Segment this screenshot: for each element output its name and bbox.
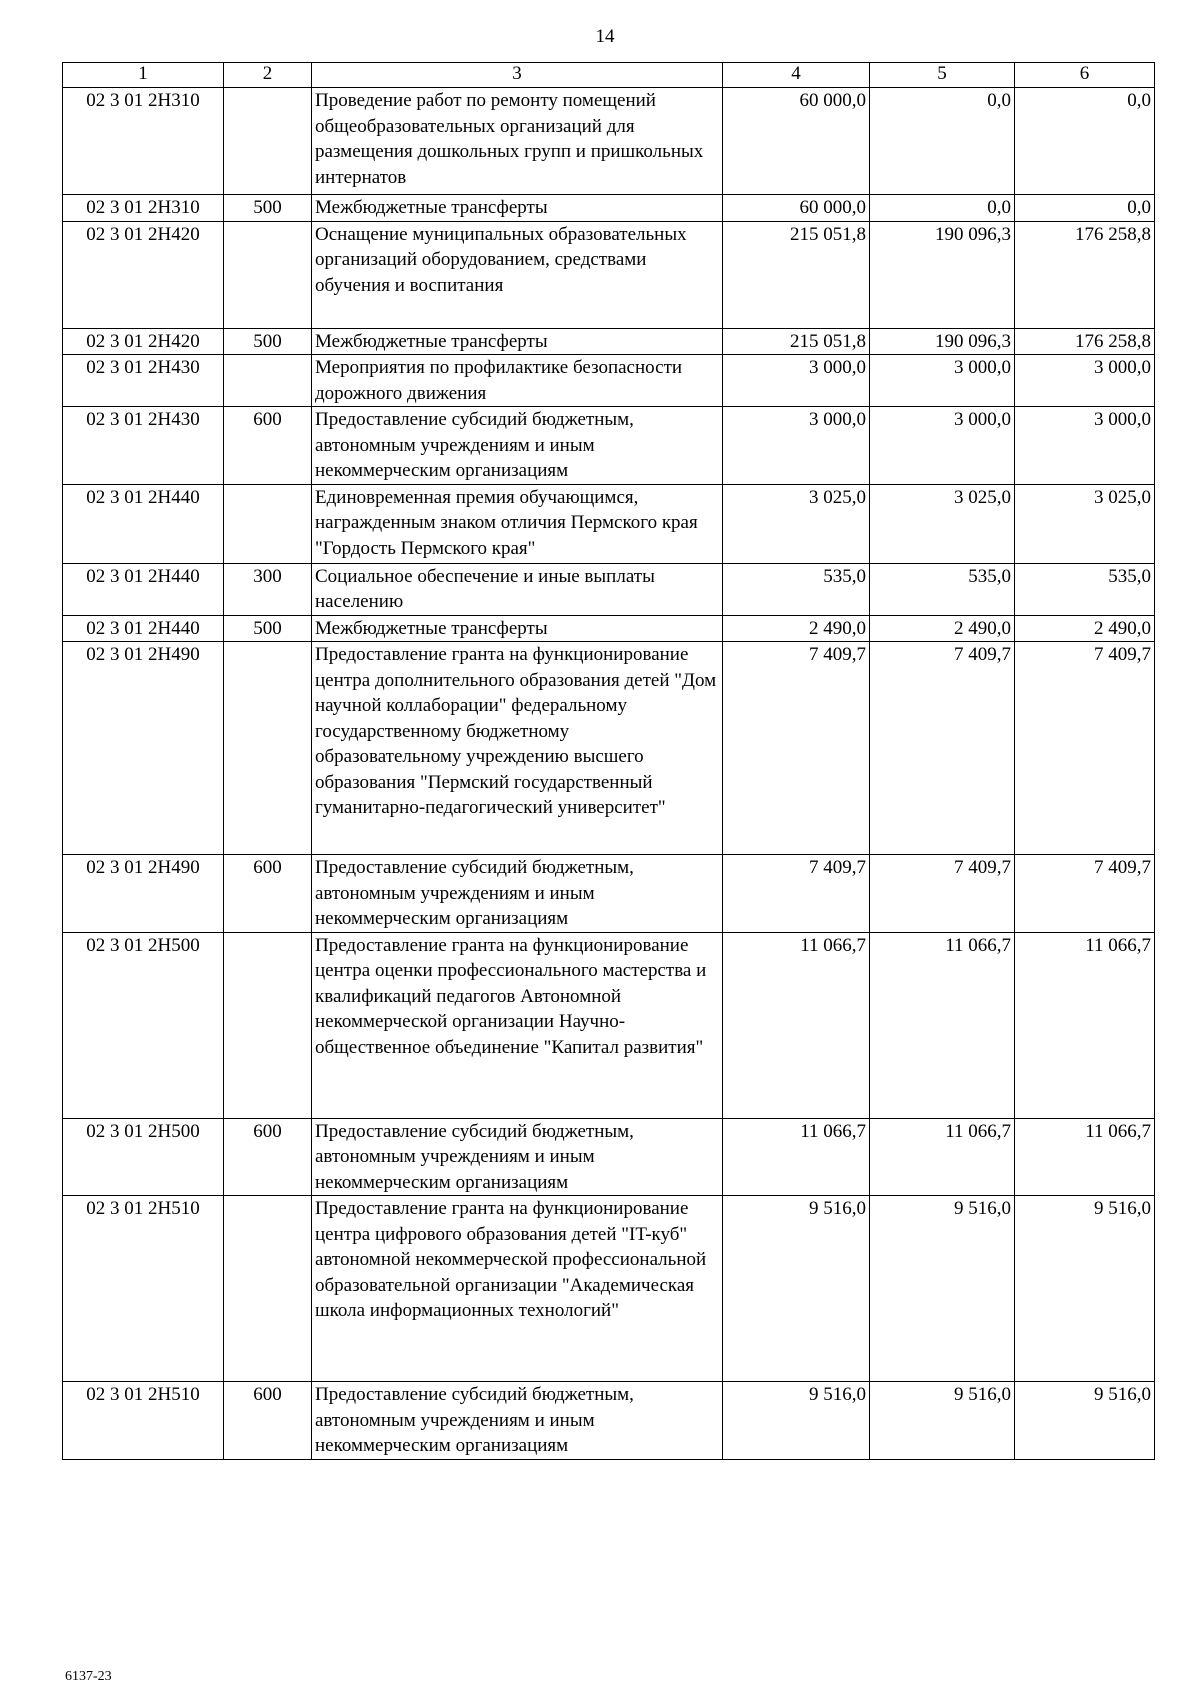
amount-year2-cell: 190 096,3	[870, 221, 1015, 328]
amount-year1-cell: 3 025,0	[723, 484, 870, 563]
amount-year3-cell: 11 066,7	[1015, 932, 1155, 1118]
table-row	[63, 195, 1155, 222]
amount-year2-cell: 7 409,7	[870, 642, 1015, 855]
budget-table	[62, 62, 1155, 1460]
code-cell: 02 3 01 2Н490	[63, 855, 224, 933]
name-cell: Оснащение муниципальных образовательных организаций оборудованием, средствами обучения и воспитания	[312, 221, 723, 328]
name-cell: Мероприятия по профилактике безопасности дорожного движения	[312, 355, 723, 407]
amount-year3-cell: 3 025,0	[1015, 484, 1155, 563]
amount-year1-cell: 7 409,7	[723, 642, 870, 855]
amount-year1-cell: 9 516,0	[723, 1196, 870, 1382]
page-number: 14	[595, 26, 615, 47]
amount-year3-cell: 9 516,0	[1015, 1382, 1155, 1460]
expense-type-cell	[224, 484, 312, 563]
table-row	[63, 615, 1155, 642]
amount-year1-cell: 535,0	[723, 563, 870, 615]
name-cell: Единовременная премия обучающимся, награжденным знаком отличия Пермского края "Гордость Пермского края"	[312, 484, 723, 563]
name-cell: Межбюджетные трансферты	[312, 328, 723, 355]
amount-year1-cell: 11 066,7	[723, 1118, 870, 1196]
amount-year2-cell: 7 409,7	[870, 855, 1015, 933]
name-cell: Социальное обеспечение и иные выплаты населению	[312, 563, 723, 615]
name-cell: Предоставление гранта на функционирование центра дополнительного образования детей "Дом научной коллаборации" федеральному государственному бюджетному образовательному учреждению высшего образования "Пермский государственный гуманитарно-педагогический университет"	[312, 642, 723, 855]
amount-year3-cell: 0,0	[1015, 195, 1155, 222]
expense-type-cell: 600	[224, 855, 312, 933]
table-row	[63, 484, 1155, 563]
code-cell: 02 3 01 2Н500	[63, 932, 224, 1118]
name-cell: Предоставление субсидий бюджетным, автономным учреждениям и иным некоммерческим организациям	[312, 1382, 723, 1460]
amount-year1-cell: 9 516,0	[723, 1382, 870, 1460]
amount-year1-cell: 215 051,8	[723, 328, 870, 355]
code-cell: 02 3 01 2Н440	[63, 563, 224, 615]
column-header: 2	[224, 63, 312, 88]
expense-type-cell	[224, 1196, 312, 1382]
amount-year1-cell: 11 066,7	[723, 932, 870, 1118]
amount-year1-cell: 60 000,0	[723, 88, 870, 195]
code-cell: 02 3 01 2Н420	[63, 221, 224, 328]
amount-year3-cell: 7 409,7	[1015, 855, 1155, 933]
name-cell: Предоставление гранта на функционирование центра цифрового образования детей "IT-куб" автономной некоммерческой профессиональной образовательной организации "Академическая школа информационных технологий"	[312, 1196, 723, 1382]
code-cell: 02 3 01 2Н310	[63, 88, 224, 195]
code-cell: 02 3 01 2Н440	[63, 615, 224, 642]
amount-year2-cell: 0,0	[870, 195, 1015, 222]
code-cell: 02 3 01 2Н510	[63, 1196, 224, 1382]
expense-type-cell: 500	[224, 195, 312, 222]
amount-year3-cell: 0,0	[1015, 88, 1155, 195]
table-row	[63, 1196, 1155, 1382]
expense-type-cell: 500	[224, 328, 312, 355]
table-header-row	[63, 63, 1155, 88]
amount-year2-cell: 0,0	[870, 88, 1015, 195]
amount-year2-cell: 11 066,7	[870, 932, 1015, 1118]
column-header: 1	[63, 63, 224, 88]
column-header: 4	[723, 63, 870, 88]
code-cell: 02 3 01 2Н420	[63, 328, 224, 355]
amount-year3-cell: 2 490,0	[1015, 615, 1155, 642]
expense-type-cell: 600	[224, 1382, 312, 1460]
table-row	[63, 88, 1155, 195]
expense-type-cell	[224, 932, 312, 1118]
column-header: 6	[1015, 63, 1155, 88]
table-row	[63, 328, 1155, 355]
expense-type-cell	[224, 88, 312, 195]
amount-year1-cell: 60 000,0	[723, 195, 870, 222]
expense-type-cell	[224, 355, 312, 407]
amount-year2-cell: 3 000,0	[870, 355, 1015, 407]
table-row	[63, 855, 1155, 933]
name-cell: Проведение работ по ремонту помещений общеобразовательных организаций для размещения дошкольных групп и пришкольных интернатов	[312, 88, 723, 195]
amount-year3-cell: 176 258,8	[1015, 328, 1155, 355]
code-cell: 02 3 01 2Н500	[63, 1118, 224, 1196]
table-row	[63, 1382, 1155, 1460]
name-cell: Предоставление субсидий бюджетным, автономным учреждениям и иным некоммерческим организациям	[312, 407, 723, 485]
column-header: 5	[870, 63, 1015, 88]
amount-year2-cell: 3 025,0	[870, 484, 1015, 563]
expense-type-cell: 600	[224, 1118, 312, 1196]
amount-year2-cell: 3 000,0	[870, 407, 1015, 485]
amount-year3-cell: 535,0	[1015, 563, 1155, 615]
amount-year1-cell: 7 409,7	[723, 855, 870, 933]
expense-type-cell	[224, 221, 312, 328]
name-cell: Предоставление субсидий бюджетным, автономным учреждениям и иным некоммерческим организациям	[312, 1118, 723, 1196]
code-cell: 02 3 01 2Н490	[63, 642, 224, 855]
amount-year2-cell: 535,0	[870, 563, 1015, 615]
code-cell: 02 3 01 2Н430	[63, 355, 224, 407]
amount-year2-cell: 2 490,0	[870, 615, 1015, 642]
amount-year3-cell: 176 258,8	[1015, 221, 1155, 328]
amount-year2-cell: 9 516,0	[870, 1196, 1015, 1382]
name-cell: Предоставление гранта на функционирование центра оценки профессионального мастерства и квалификаций педагогов Автономной некоммерческой организации Научно-общественное объединение "Капитал развития"	[312, 932, 723, 1118]
document-code: 6137-23	[65, 1669, 112, 1684]
name-cell: Предоставление субсидий бюджетным, автономным учреждениям и иным некоммерческим организациям	[312, 855, 723, 933]
code-cell: 02 3 01 2Н430	[63, 407, 224, 485]
code-cell: 02 3 01 2Н310	[63, 195, 224, 222]
table-row	[63, 221, 1155, 328]
amount-year1-cell: 3 000,0	[723, 355, 870, 407]
table-row	[63, 563, 1155, 615]
amount-year1-cell: 3 000,0	[723, 407, 870, 485]
amount-year3-cell: 3 000,0	[1015, 407, 1155, 485]
amount-year3-cell: 3 000,0	[1015, 355, 1155, 407]
table-row	[63, 642, 1155, 855]
amount-year3-cell: 11 066,7	[1015, 1118, 1155, 1196]
amount-year2-cell: 11 066,7	[870, 1118, 1015, 1196]
expense-type-cell	[224, 642, 312, 855]
expense-type-cell: 500	[224, 615, 312, 642]
column-header: 3	[312, 63, 723, 88]
table-row	[63, 1118, 1155, 1196]
code-cell: 02 3 01 2Н440	[63, 484, 224, 563]
name-cell: Межбюджетные трансферты	[312, 195, 723, 222]
amount-year2-cell: 190 096,3	[870, 328, 1015, 355]
table-row	[63, 355, 1155, 407]
name-cell: Межбюджетные трансферты	[312, 615, 723, 642]
expense-type-cell: 300	[224, 563, 312, 615]
code-cell: 02 3 01 2Н510	[63, 1382, 224, 1460]
amount-year3-cell: 9 516,0	[1015, 1196, 1155, 1382]
expense-type-cell: 600	[224, 407, 312, 485]
table-row	[63, 407, 1155, 485]
amount-year3-cell: 7 409,7	[1015, 642, 1155, 855]
table-row	[63, 932, 1155, 1118]
amount-year2-cell: 9 516,0	[870, 1382, 1015, 1460]
amount-year1-cell: 215 051,8	[723, 221, 870, 328]
amount-year1-cell: 2 490,0	[723, 615, 870, 642]
